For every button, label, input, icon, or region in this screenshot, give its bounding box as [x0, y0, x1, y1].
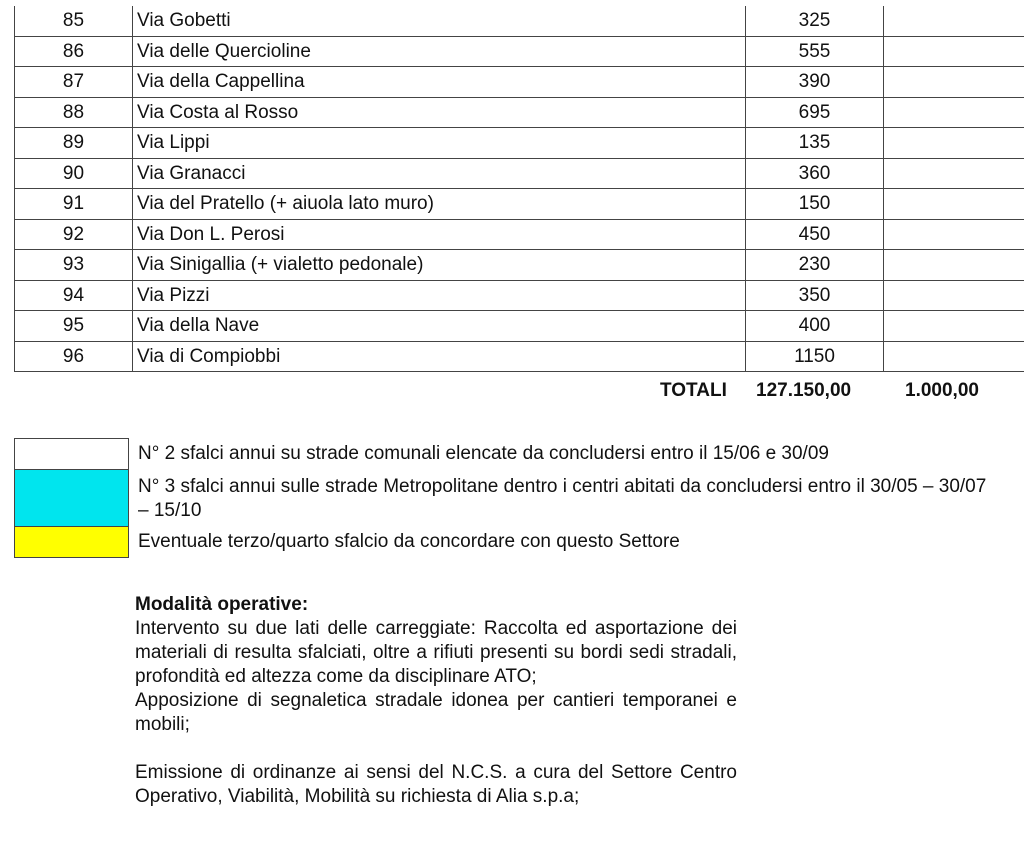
empty-cell [884, 67, 1024, 98]
empty-cell [884, 189, 1024, 220]
table-row [15, 97, 1024, 128]
roads-table [14, 6, 1024, 372]
table-row [15, 280, 1024, 311]
empty-cell [884, 280, 1024, 311]
table-row [15, 36, 1024, 67]
length-value-cell: 360 [746, 158, 884, 189]
notes-heading: Modalità operative: [135, 594, 309, 615]
legend-swatch-white [14, 438, 129, 470]
empty-cell [884, 36, 1024, 67]
table-row [15, 311, 1024, 342]
legend-swatch-yellow [14, 526, 129, 558]
table-row [15, 250, 1024, 281]
totals-row [0, 380, 1024, 406]
street-name-cell: Via delle Quercioline [133, 36, 746, 67]
empty-cell [884, 128, 1024, 159]
street-name-cell: Via della Cappellina [133, 67, 746, 98]
row-number-cell: 93 [15, 250, 133, 281]
row-number-cell: 85 [15, 6, 133, 36]
row-number-cell: 96 [15, 341, 133, 372]
empty-cell [884, 311, 1024, 342]
street-name-cell: Via Granacci [133, 158, 746, 189]
empty-cell [884, 219, 1024, 250]
legend-swatch-cyan [14, 469, 129, 527]
street-name-cell: Via del Pratello (+ aiuola lato muro) [133, 189, 746, 220]
notes-paragraph-1: Intervento su due lati delle carreggiate: Raccolta ed asportazione dei materiali di resulta sfalciati, oltre a rifiuti presenti su bordi sedi stradali, profondità ed altezza come da disciplinare ATO; [135, 618, 737, 687]
empty-cell [884, 6, 1024, 36]
row-number-cell: 86 [15, 36, 133, 67]
notes-paragraph-3: Emissione di ordinanze ai sensi del N.C.S. a cura del Settore Centro Operativo, Viabilità, Mobilità su richiesta di Alia s.p.a; [135, 762, 737, 807]
length-value-cell: 350 [746, 280, 884, 311]
row-number-cell: 94 [15, 280, 133, 311]
row-number-cell: 89 [15, 128, 133, 159]
street-name-cell: Via Gobetti [133, 6, 746, 36]
totals-label: TOTALI [660, 380, 727, 401]
length-value-cell: 1150 [746, 341, 884, 372]
street-name-cell: Via Costa al Rosso [133, 97, 746, 128]
table-row [15, 128, 1024, 159]
roads-table-body [15, 6, 1024, 372]
length-value-cell: 325 [746, 6, 884, 36]
row-number-cell: 91 [15, 189, 133, 220]
street-name-cell: Via di Compiobbi [133, 341, 746, 372]
row-number-cell: 90 [15, 158, 133, 189]
table-row [15, 189, 1024, 220]
length-value-cell: 230 [746, 250, 884, 281]
table-row [15, 158, 1024, 189]
street-name-cell: Via Pizzi [133, 280, 746, 311]
legend-text-white: N° 2 sfalci annui su strade comunali elencate da concludersi entro il 15/06 e 30/09 [138, 443, 829, 464]
length-value-cell: 555 [746, 36, 884, 67]
row-number-cell: 88 [15, 97, 133, 128]
street-name-cell: Via della Nave [133, 311, 746, 342]
empty-cell [884, 158, 1024, 189]
legend-text-cyan: N° 3 sfalci annui sulle strade Metropolitane dentro i centri abitati da concludersi entro il 30/05 – 30/07 – 15/10 [138, 476, 987, 521]
empty-cell [884, 97, 1024, 128]
empty-cell [884, 341, 1024, 372]
table-row [15, 341, 1024, 372]
street-name-cell: Via Sinigallia (+ vialetto pedonale) [133, 250, 746, 281]
length-value-cell: 390 [746, 67, 884, 98]
totals-value-2: 1.000,00 [905, 380, 979, 401]
operating-notes [135, 593, 737, 809]
street-name-cell: Via Don L. Perosi [133, 219, 746, 250]
legend-text-yellow: Eventuale terzo/quarto sfalcio da concordare con questo Settore [138, 531, 680, 552]
table-row [15, 67, 1024, 98]
length-value-cell: 400 [746, 311, 884, 342]
totals-value-1: 127.150,00 [756, 380, 852, 401]
table-row [15, 219, 1024, 250]
street-name-cell: Via Lippi [133, 128, 746, 159]
length-value-cell: 150 [746, 189, 884, 220]
row-number-cell: 95 [15, 311, 133, 342]
row-number-cell: 87 [15, 67, 133, 98]
length-value-cell: 450 [746, 219, 884, 250]
row-number-cell: 92 [15, 219, 133, 250]
length-value-cell: 695 [746, 97, 884, 128]
notes-paragraph-2: Apposizione di segnaletica stradale idonea per cantieri temporanei e mobili; [135, 690, 737, 735]
empty-cell [884, 250, 1024, 281]
table-row [15, 6, 1024, 36]
length-value-cell: 135 [746, 128, 884, 159]
